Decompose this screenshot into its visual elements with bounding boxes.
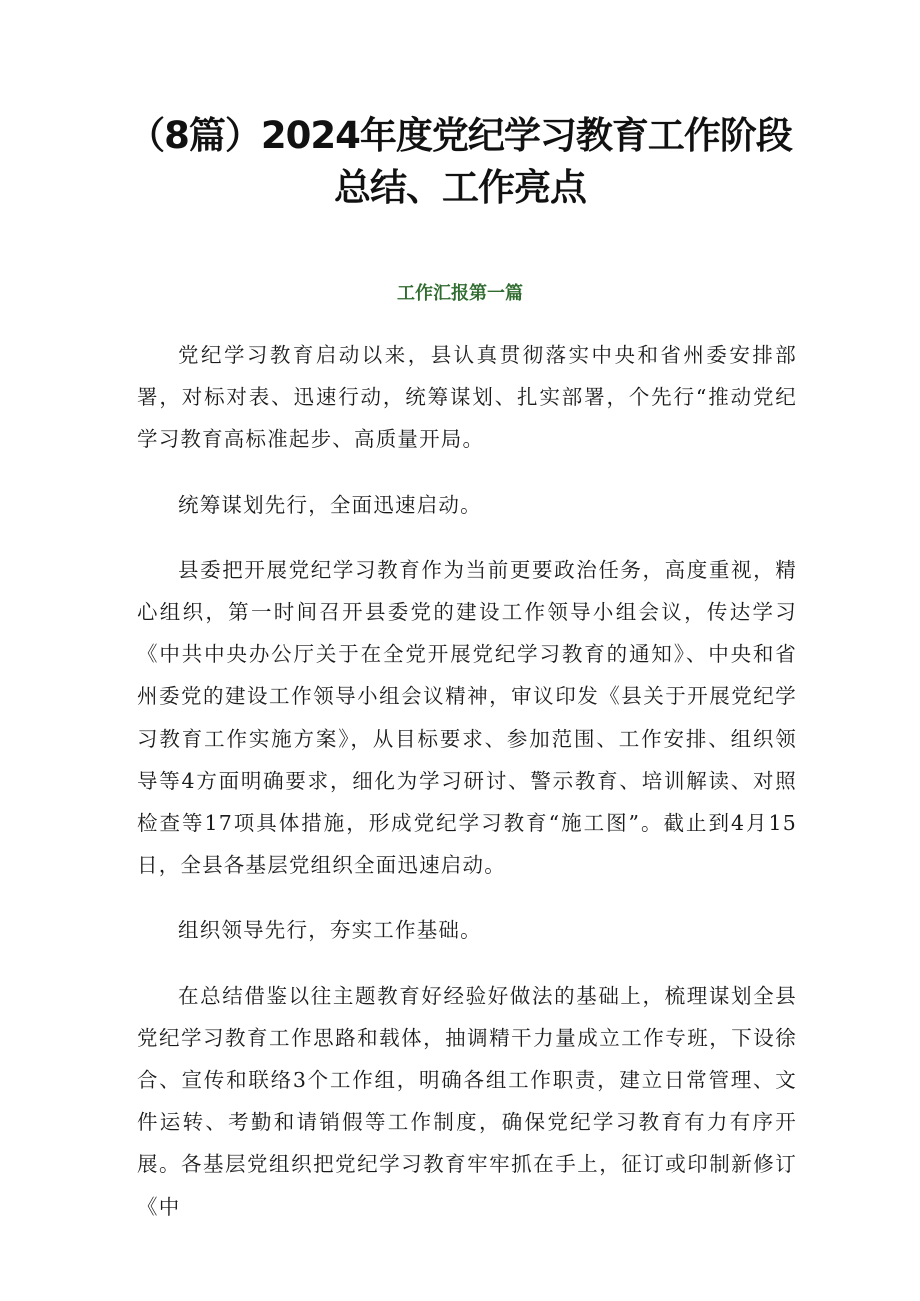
paragraph: 党纪学习教育启动以来，县认真贯彻落实中央和省州委安排部署，对标对表、迅速行动，统筹谋划、扎实部署，个先行“推动党纪学习教育高标准起步、高质量开局。 bbox=[137, 343, 797, 452]
body-text bbox=[137, 334, 797, 1228]
paragraph: 县委把开展党纪学习教育作为当前更要政治任务，高度重视，精心组织，第一时间召开县委党的建设工作领导小组会议，传达学习《中共中央办公厅关于在全党开展党纪学习教育的通知》、中央和省州委党的建设工作领导小组会议精神，审议印发《县关于开展党纪学习教育工作实施方案》，从目标要求、参加范围、工作安排、组织领导等4方面明确要求，细化为学习研讨、警示教育、培训解读、对照检查等17项具体措施，形成党纪学习教育“施工图”。截止到4月15日，全县各基层党组织全面迅速启动。 bbox=[137, 557, 797, 878]
paragraph: 组织领导先行，夯实工作基础。 bbox=[178, 918, 482, 943]
title-line-2: 总结、工作亮点 bbox=[334, 166, 586, 209]
paragraph: 统筹谋划先行，全面迅速启动。 bbox=[178, 492, 482, 517]
paragraph: 在总结借鉴以往主题教育好经验好做法的基础上，梳理谋划全县党纪学习教育工作思路和载体，抽调精干力量成立工作专班，下设徐合、宣传和联络3个工作组，明确各组工作职责，建立日常管理、文件运转、考勤和请销假等工作制度，确保党纪学习教育有力有序开展。各基层党组织把党纪学习教育牢牢抓在手上，征订或印制新修订《中 bbox=[137, 983, 797, 1219]
section-heading: 工作汇报第一篇 bbox=[397, 283, 523, 304]
title-line-1: （8篇）2024年度党纪学习教育工作阶段 bbox=[128, 114, 792, 157]
document-title bbox=[120, 110, 800, 214]
